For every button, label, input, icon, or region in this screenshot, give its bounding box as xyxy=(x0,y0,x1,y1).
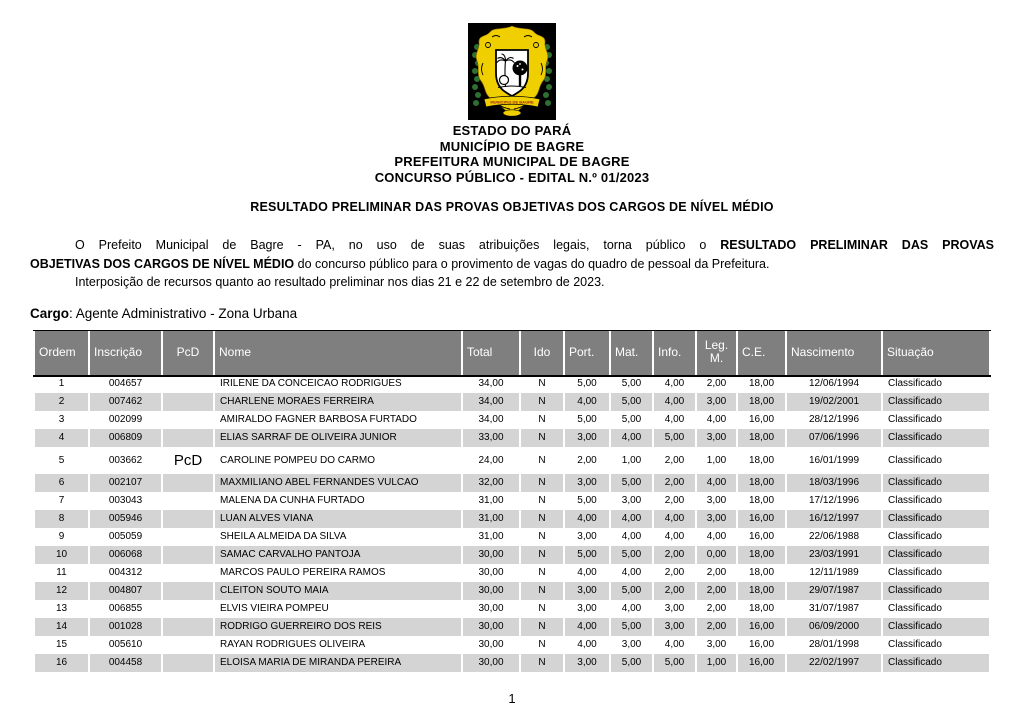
cell-mat: 5,00 xyxy=(611,654,652,672)
cell-nascimento: 06/09/2000 xyxy=(787,618,881,636)
cell-leg-m: 2,00 xyxy=(697,582,736,600)
cell-ordem: 6 xyxy=(35,474,88,492)
cell-leg-m: 3,00 xyxy=(697,492,736,510)
cell-pcd xyxy=(163,510,213,528)
cell-nascimento: 22/06/1988 xyxy=(787,528,881,546)
cell-total: 34,00 xyxy=(463,393,519,411)
cell-nome: SHEILA ALMEIDA DA SILVA xyxy=(215,528,461,546)
cell-mat: 3,00 xyxy=(611,636,652,654)
cell-info: 5,00 xyxy=(654,429,695,447)
cell-inscricao: 006068 xyxy=(90,546,161,564)
cell-ordem: 15 xyxy=(35,636,88,654)
cell-total: 30,00 xyxy=(463,582,519,600)
cell-mat: 1,00 xyxy=(611,447,652,474)
cell-nome: RODRIGO GUERREIRO DOS REIS xyxy=(215,618,461,636)
cell-nascimento: 17/12/1996 xyxy=(787,492,881,510)
cell-mat: 5,00 xyxy=(611,474,652,492)
cell-leg-m: 3,00 xyxy=(697,636,736,654)
cell-total: 30,00 xyxy=(463,618,519,636)
cell-ordem: 5 xyxy=(35,447,88,474)
cell-ordem: 9 xyxy=(35,528,88,546)
cell-port: 5,00 xyxy=(565,411,609,429)
cell-inscricao: 003662 xyxy=(90,447,161,474)
cell-leg-m: 4,00 xyxy=(697,474,736,492)
cell-total: 30,00 xyxy=(463,600,519,618)
cell-situacao: Classificado xyxy=(883,510,989,528)
cargo-line xyxy=(30,306,1024,321)
cell-pcd xyxy=(163,429,213,447)
column-header-port: Port. xyxy=(565,330,609,375)
column-header-nome: Nome xyxy=(215,330,461,375)
cell-leg-m: 2,00 xyxy=(697,600,736,618)
cell-ido: N xyxy=(521,474,563,492)
paragraph-line-2 xyxy=(30,255,994,274)
cell-total: 30,00 xyxy=(463,654,519,672)
cell-ce: 18,00 xyxy=(738,393,785,411)
cell-info: 3,00 xyxy=(654,618,695,636)
cell-mat: 5,00 xyxy=(611,618,652,636)
paragraph-line-2-text: do concurso público para o provimento de vagas do quadro de pessoal da Prefeitura. xyxy=(294,256,770,271)
cell-nascimento: 23/03/1991 xyxy=(787,546,881,564)
intro-paragraph xyxy=(30,236,994,292)
cell-nascimento: 07/06/1996 xyxy=(787,429,881,447)
cell-total: 31,00 xyxy=(463,510,519,528)
cell-info: 4,00 xyxy=(654,411,695,429)
cell-info: 4,00 xyxy=(654,393,695,411)
cell-pcd xyxy=(163,546,213,564)
cell-nome: CAROLINE POMPEU DO CARMO xyxy=(215,447,461,474)
paragraph-line-1 xyxy=(30,236,994,255)
table-row xyxy=(35,411,989,429)
column-header-ce: C.E. xyxy=(738,330,785,375)
cell-info: 2,00 xyxy=(654,474,695,492)
cell-leg-m: 4,00 xyxy=(697,411,736,429)
cell-ordem: 14 xyxy=(35,618,88,636)
cell-pcd xyxy=(163,582,213,600)
cell-ido: N xyxy=(521,447,563,474)
cell-situacao: Classificado xyxy=(883,492,989,510)
cell-situacao: Classificado xyxy=(883,546,989,564)
cell-port: 3,00 xyxy=(565,582,609,600)
cell-ido: N xyxy=(521,429,563,447)
table-row xyxy=(35,564,989,582)
cell-pcd: PcD xyxy=(163,447,213,474)
cell-situacao: Classificado xyxy=(883,564,989,582)
cell-ce: 18,00 xyxy=(738,600,785,618)
cell-ordem: 7 xyxy=(35,492,88,510)
cell-nome: IRILENE DA CONCEICAO RODRIGUES xyxy=(215,375,461,393)
cell-ido: N xyxy=(521,393,563,411)
table-row xyxy=(35,636,989,654)
page-number: 1 xyxy=(508,691,516,706)
paragraph-line-1-bold: RESULTADO PRELIMINAR DAS PROVAS xyxy=(720,238,994,252)
cell-situacao: Classificado xyxy=(883,600,989,618)
cell-nome: MAXMILIANO ABEL FERNANDES VULCAO xyxy=(215,474,461,492)
cell-port: 4,00 xyxy=(565,510,609,528)
cell-ido: N xyxy=(521,618,563,636)
cell-ce: 18,00 xyxy=(738,474,785,492)
cell-leg-m: 2,00 xyxy=(697,375,736,393)
cell-pcd xyxy=(163,375,213,393)
cell-nascimento: 28/12/1996 xyxy=(787,411,881,429)
cell-ido: N xyxy=(521,654,563,672)
cell-mat: 5,00 xyxy=(611,546,652,564)
cell-ido: N xyxy=(521,375,563,393)
cell-nome: SAMAC CARVALHO PANTOJA xyxy=(215,546,461,564)
cell-mat: 4,00 xyxy=(611,528,652,546)
cell-ordem: 11 xyxy=(35,564,88,582)
cell-info: 2,00 xyxy=(654,546,695,564)
cell-ido: N xyxy=(521,411,563,429)
document-title: RESULTADO PRELIMINAR DAS PROVAS OBJETIVAS DOS CARGOS DE NÍVEL MÉDIO xyxy=(250,200,774,214)
table-row xyxy=(35,546,989,564)
paragraph-line-2-bold: OBJETIVAS DOS CARGOS DE NÍVEL MÉDIO xyxy=(30,256,295,271)
cell-situacao: Classificado xyxy=(883,429,989,447)
cell-mat: 5,00 xyxy=(611,393,652,411)
cell-port: 3,00 xyxy=(565,474,609,492)
table-row xyxy=(35,582,989,600)
column-header-leg-m: Leg. M. xyxy=(697,330,736,375)
cell-ido: N xyxy=(521,546,563,564)
cell-ordem: 2 xyxy=(35,393,88,411)
cell-mat: 4,00 xyxy=(611,429,652,447)
cell-port: 4,00 xyxy=(565,564,609,582)
cell-inscricao: 005946 xyxy=(90,510,161,528)
table-row xyxy=(35,429,989,447)
cell-pcd xyxy=(163,393,213,411)
cell-nome: MALENA DA CUNHA FURTADO xyxy=(215,492,461,510)
cell-nascimento: 28/01/1998 xyxy=(787,636,881,654)
cell-info: 2,00 xyxy=(654,564,695,582)
cell-pcd xyxy=(163,528,213,546)
cell-nome: LUAN ALVES VIANA xyxy=(215,510,461,528)
cell-situacao: Classificado xyxy=(883,528,989,546)
banner-text: MUNICIPIO DE BAGRE xyxy=(490,99,534,105)
cell-mat: 5,00 xyxy=(611,411,652,429)
paragraph-line-3: Interposição de recursos quanto ao resultado preliminar nos dias 21 e 22 de setembro de 2023. xyxy=(75,275,605,289)
cell-pcd xyxy=(163,636,213,654)
table-top-rule xyxy=(33,330,991,331)
cell-nome: ELIAS SARRAF DE OLIVEIRA JUNIOR xyxy=(215,429,461,447)
letterhead-line-edital: CONCURSO PÚBLICO - EDITAL N.º 01/2023 xyxy=(374,169,650,185)
paragraph-line-1-text: O Prefeito Municipal de Bagre - PA, no uso de suas atribuições legais, torna público o xyxy=(75,238,721,252)
cell-ordem: 4 xyxy=(35,429,88,447)
cell-port: 2,00 xyxy=(565,447,609,474)
table-row xyxy=(35,510,989,528)
cell-inscricao: 001028 xyxy=(90,618,161,636)
cell-inscricao: 006855 xyxy=(90,600,161,618)
cell-ordem: 12 xyxy=(35,582,88,600)
cell-ordem: 8 xyxy=(35,510,88,528)
cell-nome: ELOISA MARIA DE MIRANDA PEREIRA xyxy=(215,654,461,672)
cell-ido: N xyxy=(521,492,563,510)
cell-total: 24,00 xyxy=(463,447,519,474)
table-row xyxy=(35,528,989,546)
cell-port: 4,00 xyxy=(565,618,609,636)
cell-inscricao: 005610 xyxy=(90,636,161,654)
cell-leg-m: 1,00 xyxy=(697,654,736,672)
cell-info: 5,00 xyxy=(654,654,695,672)
column-header-ido: Ido xyxy=(521,330,563,375)
cell-info: 3,00 xyxy=(654,600,695,618)
cell-leg-m: 3,00 xyxy=(697,393,736,411)
cell-ido: N xyxy=(521,564,563,582)
ring-icon xyxy=(500,76,509,85)
cell-total: 31,00 xyxy=(463,528,519,546)
cell-ordem: 13 xyxy=(35,600,88,618)
cell-inscricao: 004657 xyxy=(90,375,161,393)
table-row xyxy=(35,393,989,411)
cell-nome: ELVIS VIEIRA POMPEU xyxy=(215,600,461,618)
cell-ce: 18,00 xyxy=(738,582,785,600)
cell-info: 2,00 xyxy=(654,447,695,474)
cell-ce: 18,00 xyxy=(738,546,785,564)
cell-pcd xyxy=(163,618,213,636)
cell-ce: 16,00 xyxy=(738,618,785,636)
cell-nascimento: 19/02/2001 xyxy=(787,393,881,411)
cell-mat: 4,00 xyxy=(611,510,652,528)
cell-pcd xyxy=(163,600,213,618)
cell-port: 4,00 xyxy=(565,636,609,654)
cell-total: 31,00 xyxy=(463,492,519,510)
cell-ordem: 10 xyxy=(35,546,88,564)
table-row xyxy=(35,492,989,510)
cell-mat: 4,00 xyxy=(611,600,652,618)
cell-leg-m: 3,00 xyxy=(697,510,736,528)
cell-nascimento: 12/06/1994 xyxy=(787,375,881,393)
cell-inscricao: 002099 xyxy=(90,411,161,429)
cell-inscricao: 007462 xyxy=(90,393,161,411)
cell-leg-m: 2,00 xyxy=(697,618,736,636)
table-row xyxy=(35,474,989,492)
cargo-value: : Agente Administrativo - Zona Urbana xyxy=(69,305,298,321)
cell-situacao: Classificado xyxy=(883,618,989,636)
cargo-label: Cargo xyxy=(30,305,70,321)
table-header-rule xyxy=(33,375,991,377)
table-header-row xyxy=(35,330,989,375)
cell-ce: 16,00 xyxy=(738,510,785,528)
column-header-total: Total xyxy=(463,330,519,375)
cell-nome: MARCOS PAULO PEREIRA RAMOS xyxy=(215,564,461,582)
cell-leg-m: 0,00 xyxy=(697,546,736,564)
cell-ce: 18,00 xyxy=(738,447,785,474)
cell-ordem: 1 xyxy=(35,375,88,393)
cell-leg-m: 2,00 xyxy=(697,564,736,582)
cell-nascimento: 31/07/1987 xyxy=(787,600,881,618)
cell-port: 5,00 xyxy=(565,546,609,564)
letterhead-line-city: MUNICÍPIO DE BAGRE xyxy=(439,138,585,154)
cell-total: 30,00 xyxy=(463,636,519,654)
table-row xyxy=(35,654,989,672)
cell-ce: 16,00 xyxy=(738,411,785,429)
cell-ido: N xyxy=(521,600,563,618)
cell-nome: RAYAN RODRIGUES OLIVEIRA xyxy=(215,636,461,654)
cell-info: 2,00 xyxy=(654,492,695,510)
cell-nome: AMIRALDO FAGNER BARBOSA FURTADO xyxy=(215,411,461,429)
cell-info: 4,00 xyxy=(654,528,695,546)
cell-mat: 4,00 xyxy=(611,564,652,582)
cell-pcd xyxy=(163,474,213,492)
letterhead-line-prefeitura: PREFEITURA MUNICIPAL DE BAGRE xyxy=(394,154,630,169)
cell-nascimento: 22/02/1997 xyxy=(787,654,881,672)
cell-situacao: Classificado xyxy=(883,636,989,654)
cell-ce: 18,00 xyxy=(738,375,785,393)
cell-mat: 5,00 xyxy=(611,582,652,600)
bottom-scroll xyxy=(503,110,521,116)
cell-leg-m: 4,00 xyxy=(697,528,736,546)
cell-nascimento: 16/12/1997 xyxy=(787,510,881,528)
cell-inscricao: 004458 xyxy=(90,654,161,672)
cell-port: 3,00 xyxy=(565,429,609,447)
cell-situacao: Classificado xyxy=(883,582,989,600)
table-row xyxy=(35,618,989,636)
cell-inscricao: 006809 xyxy=(90,429,161,447)
cell-situacao: Classificado xyxy=(883,654,989,672)
cell-ce: 16,00 xyxy=(738,636,785,654)
cell-total: 33,00 xyxy=(463,429,519,447)
column-header-mat: Mat. xyxy=(611,330,652,375)
cell-situacao: Classificado xyxy=(883,411,989,429)
cell-port: 3,00 xyxy=(565,654,609,672)
cell-nascimento: 16/01/1999 xyxy=(787,447,881,474)
cell-nascimento: 18/03/1996 xyxy=(787,474,881,492)
table-row xyxy=(35,375,989,393)
cell-inscricao: 002107 xyxy=(90,474,161,492)
cell-nome: CHARLENE MORAES FERREIRA xyxy=(215,393,461,411)
cell-info: 4,00 xyxy=(654,510,695,528)
cell-pcd xyxy=(163,411,213,429)
cell-inscricao: 004312 xyxy=(90,564,161,582)
cell-leg-m: 3,00 xyxy=(697,429,736,447)
cell-ido: N xyxy=(521,636,563,654)
cell-port: 5,00 xyxy=(565,375,609,393)
cell-port: 3,00 xyxy=(565,528,609,546)
results-table xyxy=(33,330,991,672)
cell-inscricao: 004807 xyxy=(90,582,161,600)
column-header-pcd: PcD xyxy=(163,330,213,375)
cell-ordem: 3 xyxy=(35,411,88,429)
cell-ordem: 16 xyxy=(35,654,88,672)
cell-ce: 16,00 xyxy=(738,654,785,672)
cell-inscricao: 005059 xyxy=(90,528,161,546)
column-header-info: Info. xyxy=(654,330,695,375)
cell-ce: 18,00 xyxy=(738,492,785,510)
column-header-situacao: Situação xyxy=(883,330,989,375)
cell-situacao: Classificado xyxy=(883,375,989,393)
cell-total: 32,00 xyxy=(463,474,519,492)
column-header-nascimento: Nascimento xyxy=(787,330,881,375)
cell-nome: CLEITON SOUTO MAIA xyxy=(215,582,461,600)
letterhead-line-state: ESTADO DO PARÁ xyxy=(452,123,572,138)
cell-pcd xyxy=(163,654,213,672)
cell-total: 34,00 xyxy=(463,411,519,429)
cell-inscricao: 003043 xyxy=(90,492,161,510)
coat-of-arms xyxy=(468,23,556,120)
table-row xyxy=(35,600,989,618)
cell-total: 30,00 xyxy=(463,546,519,564)
cell-nascimento: 12/11/1989 xyxy=(787,564,881,582)
cell-pcd xyxy=(163,564,213,582)
cell-info: 4,00 xyxy=(654,636,695,654)
cell-situacao: Classificado xyxy=(883,474,989,492)
cell-info: 4,00 xyxy=(654,375,695,393)
cell-port: 4,00 xyxy=(565,393,609,411)
cell-ce: 18,00 xyxy=(738,564,785,582)
cell-ido: N xyxy=(521,528,563,546)
cell-situacao: Classificado xyxy=(883,393,989,411)
cell-ido: N xyxy=(521,510,563,528)
cell-info: 2,00 xyxy=(654,582,695,600)
cell-leg-m: 1,00 xyxy=(697,447,736,474)
cell-port: 5,00 xyxy=(565,492,609,510)
column-header-inscricao: Inscrição xyxy=(90,330,161,375)
cell-ce: 18,00 xyxy=(738,429,785,447)
cell-nascimento: 29/07/1987 xyxy=(787,582,881,600)
cell-pcd xyxy=(163,492,213,510)
cell-mat: 3,00 xyxy=(611,492,652,510)
cell-port: 3,00 xyxy=(565,600,609,618)
cell-total: 30,00 xyxy=(463,564,519,582)
results-table-wrap xyxy=(33,330,991,672)
cell-total: 34,00 xyxy=(463,375,519,393)
cell-ce: 16,00 xyxy=(738,528,785,546)
cell-ido: N xyxy=(521,582,563,600)
letterhead xyxy=(0,123,1024,185)
cell-mat: 5,00 xyxy=(611,375,652,393)
cell-situacao: Classificado xyxy=(883,447,989,474)
column-header-ordem: Ordem xyxy=(35,330,88,375)
table-row xyxy=(35,447,989,474)
